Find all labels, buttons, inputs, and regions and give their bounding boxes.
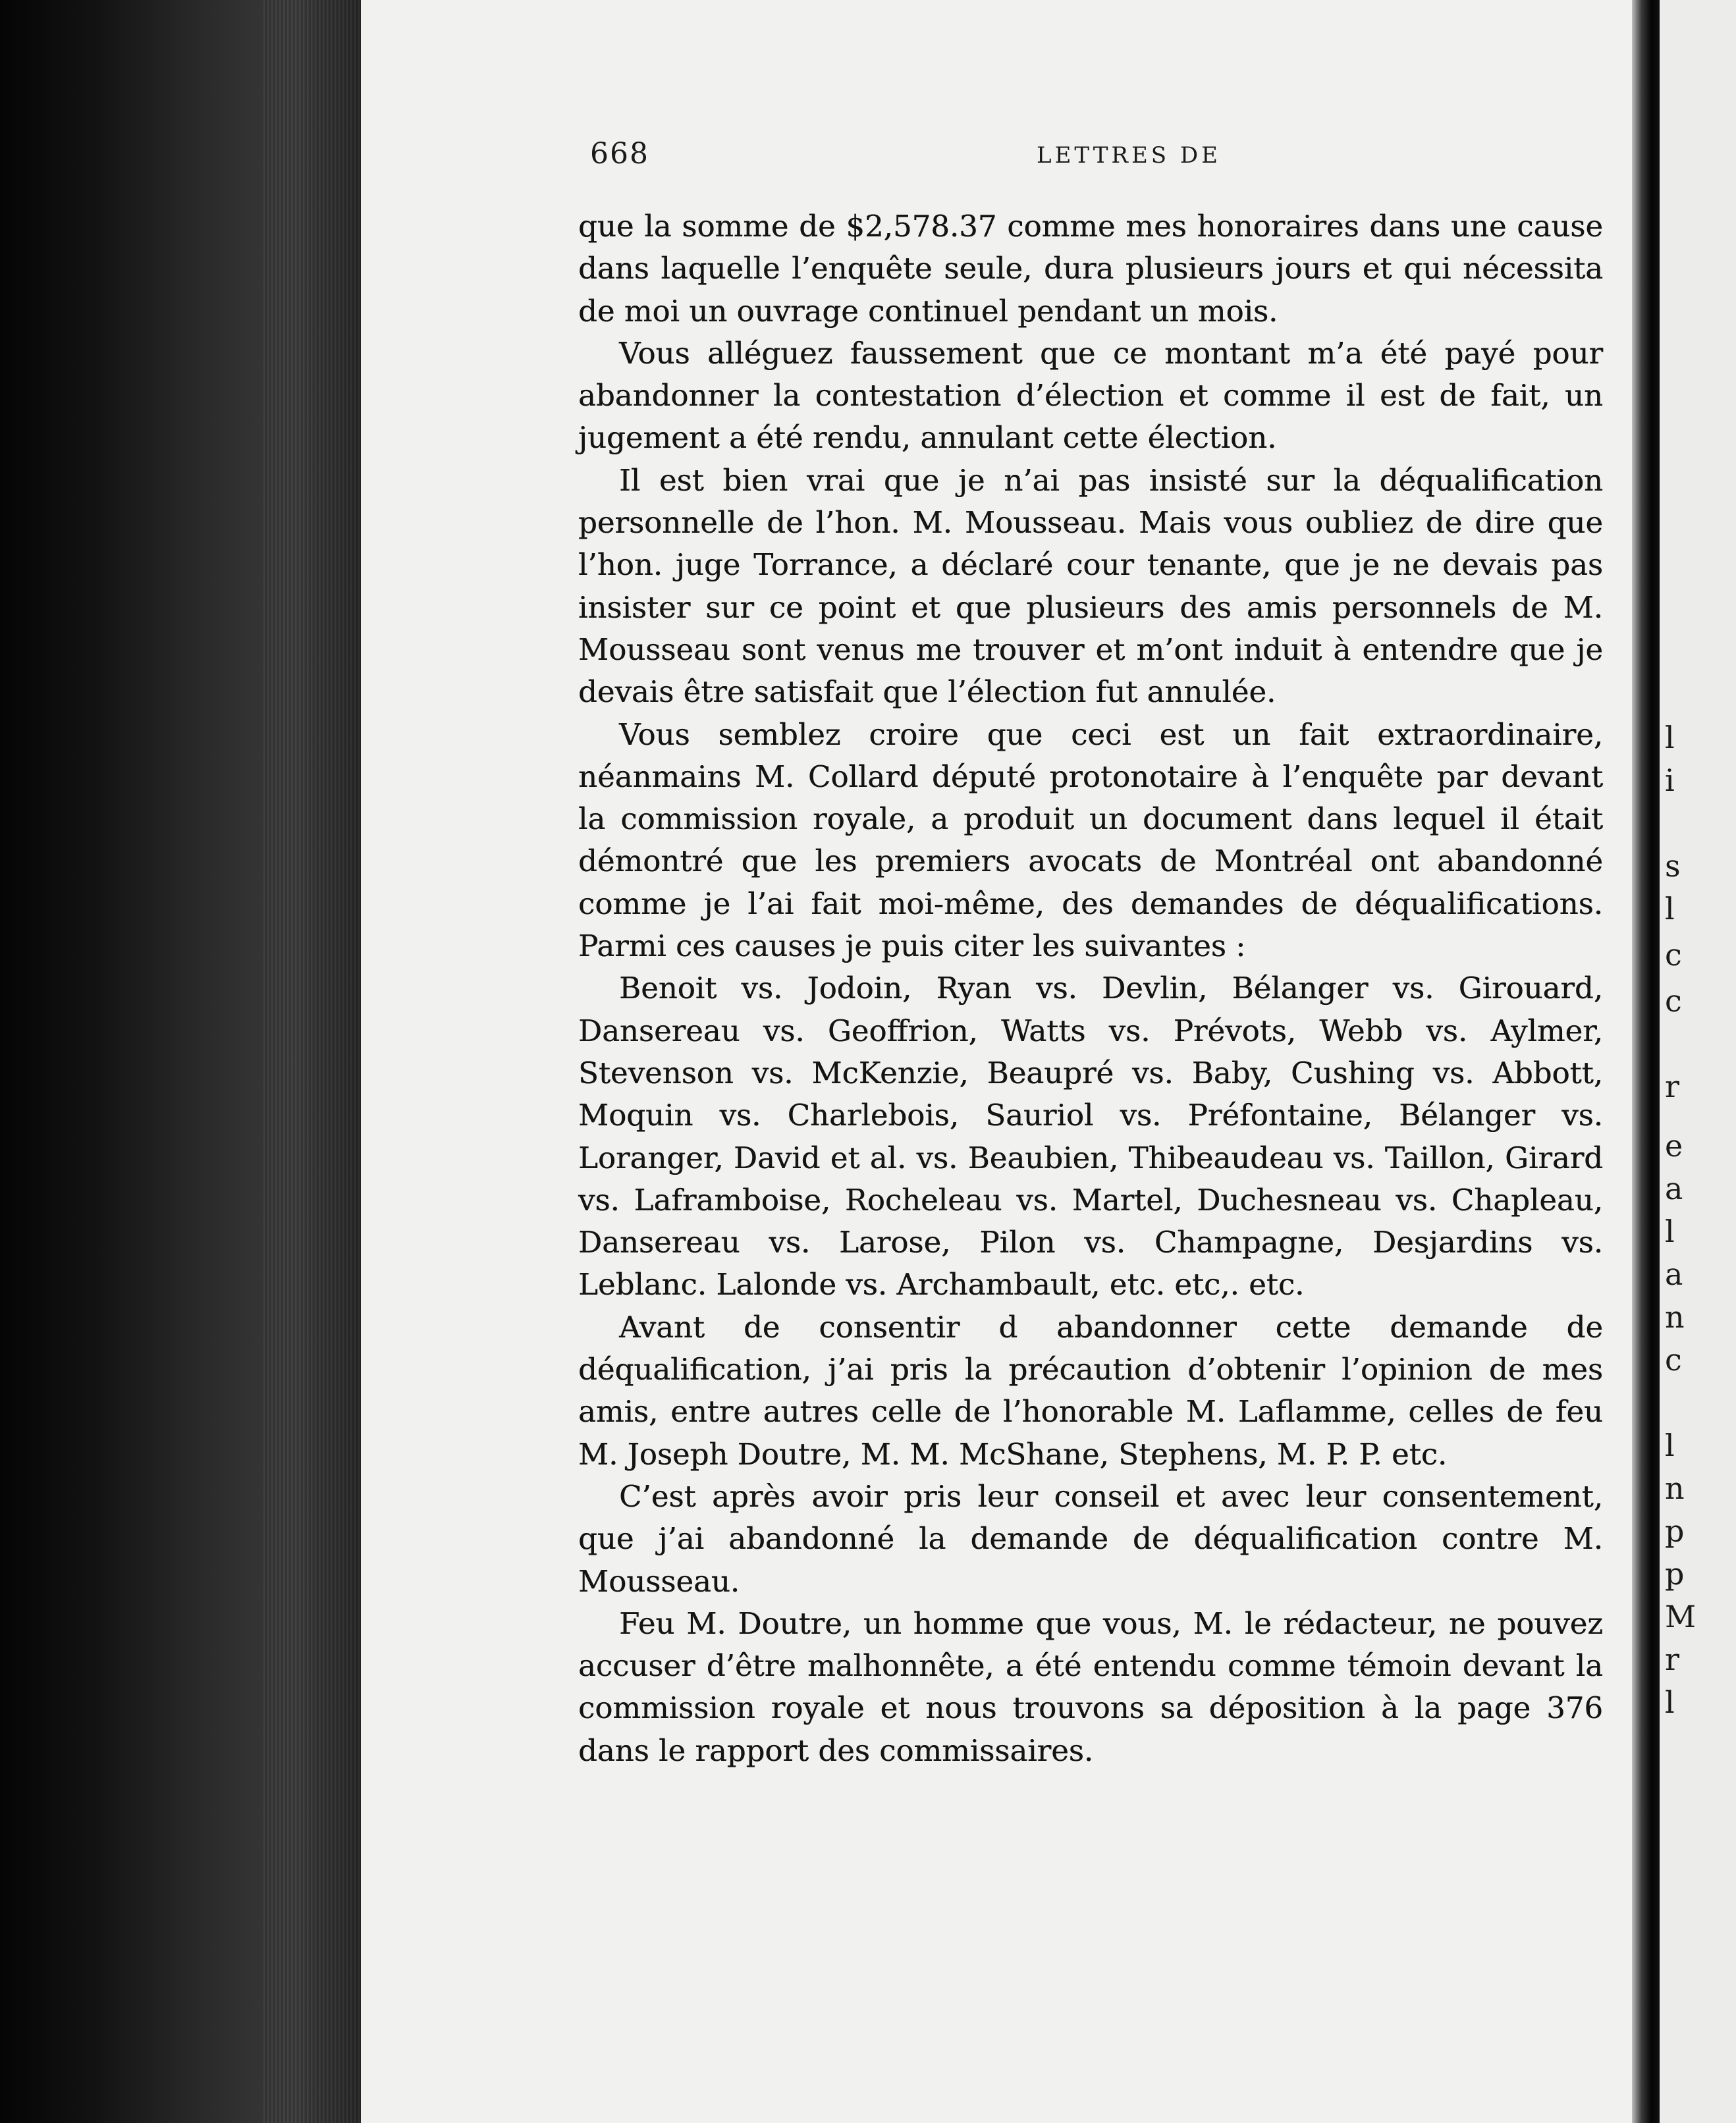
page-body: [578, 205, 1603, 1772]
binding-texture: [263, 0, 369, 2123]
next-page-fragment: n: [1665, 1299, 1685, 1335]
next-page-fragment: i: [1665, 763, 1675, 798]
next-page-fragment: l: [1665, 720, 1675, 755]
book-page: [361, 0, 1632, 2123]
paragraph: Il est bien vrai que je n’ai pas insisté sur la déqualification personnelle de l’hon. M. Mousseau. Mais vous oubliez de dire que l’hon. juge Torrance, a déclaré cour tenante, que je ne devais pas insister sur ce point et que plusieurs des amis personnels de M. Mousseau sont venus me trouver et m’ont induit à entendre que je devais être satisfait que l’élection fut annulée.: [578, 462, 1603, 710]
next-page-fragment: s: [1665, 848, 1681, 884]
paragraph: Vous semblez croire que ceci est un fait extraordinaire, néanmains M. Collard député protonotaire à l’enquête par devant la commission royale, a produit un document dans lequel il était démontré que les premiers avocats de Montréal ont abandonné comme je l’ai fait moi-même, des demandes de déqualifications. Parmi ces causes je puis citer les suivantes :: [578, 716, 1603, 964]
next-page-fragment: M: [1665, 1599, 1696, 1634]
paragraph: C’est après avoir pris leur conseil et avec leur consentement, que j’ai abandonné la demande de déqualification contre M. Mousseau.: [578, 1478, 1603, 1599]
next-page-fragment: r: [1665, 1069, 1679, 1104]
paragraph: Feu M. Doutre, un homme que vous, M. le rédacteur, ne pouvez accuser d’être malhonnête, a été entendu comme témoin devant la commission royale et nous trouvons sa déposition à la page 376 dans le rapport des commissaires.: [578, 1605, 1603, 1768]
next-page-fragment: p: [1665, 1556, 1685, 1592]
page-gutter: [1632, 0, 1660, 2123]
next-page-edge: [1660, 0, 1736, 2123]
page-header: [590, 137, 1588, 183]
next-page-fragment: l: [1665, 1684, 1675, 1720]
paragraph: que la somme de $2,578.37 comme mes honoraires dans une cause dans laquelle l’enquête seule, dura plusieurs jours et qui nécessita de moi un ouvrage continuel pendant un mois.: [578, 209, 1603, 329]
next-page-fragment: c: [1665, 937, 1682, 973]
paragraph: Vous alléguez faussement que ce montant m’a été payé pour abandonner la contestation d’élection et comme il est de fait, un jugement a été rendu, annulant cette élection.: [578, 335, 1603, 456]
next-page-fragment: l: [1665, 1428, 1675, 1463]
next-page-fragment: r: [1665, 1642, 1679, 1677]
next-page-fragment: a: [1665, 1171, 1683, 1206]
paragraph: Avant de consentir d abandonner cette demande de déqualification, j’ai pris la précaution d’obtenir l’opinion de mes amis, entre autres celle de l’honorable M. Laflamme, celles de feu M. Joseph Doutre, M. M. McShane, Stephens, M. P. P. etc.: [578, 1309, 1603, 1472]
next-page-fragment: c: [1665, 983, 1682, 1019]
next-page-fragment: c: [1665, 1342, 1682, 1378]
page-number: 668: [590, 137, 649, 171]
next-page-fragment: n: [1665, 1470, 1685, 1506]
next-page-fragment: p: [1665, 1513, 1685, 1549]
next-page-fragment: a: [1665, 1256, 1683, 1292]
next-page-fragment: e: [1665, 1128, 1683, 1164]
next-page-fragment: l: [1665, 1214, 1675, 1249]
running-head: LETTRES DE: [1037, 142, 1221, 169]
next-page-fragment: l: [1665, 891, 1675, 927]
paragraph: Benoit vs. Jodoin, Ryan vs. Devlin, Bélanger vs. Girouard, Dansereau vs. Geoffrion, Watts vs. Prévots, Webb vs. Aylmer, Stevenson vs. McKenzie, Beaupré vs. Baby, Cushing vs. Abbott, Moquin vs. Charlebois, Sauriol vs. Préfontaine, Bélanger vs. Loranger, David et al. vs. Beaubien, Thibeaudeau vs. Taillon, Girard vs. Laframboise, Rocheleau vs. Martel, Duchesneau vs. Chapleau, Dansereau vs. Larose, Pilon vs. Champagne, Desjardins vs. Leblanc. Lalonde vs. Archambault, etc. etc,. etc.: [578, 971, 1603, 1303]
